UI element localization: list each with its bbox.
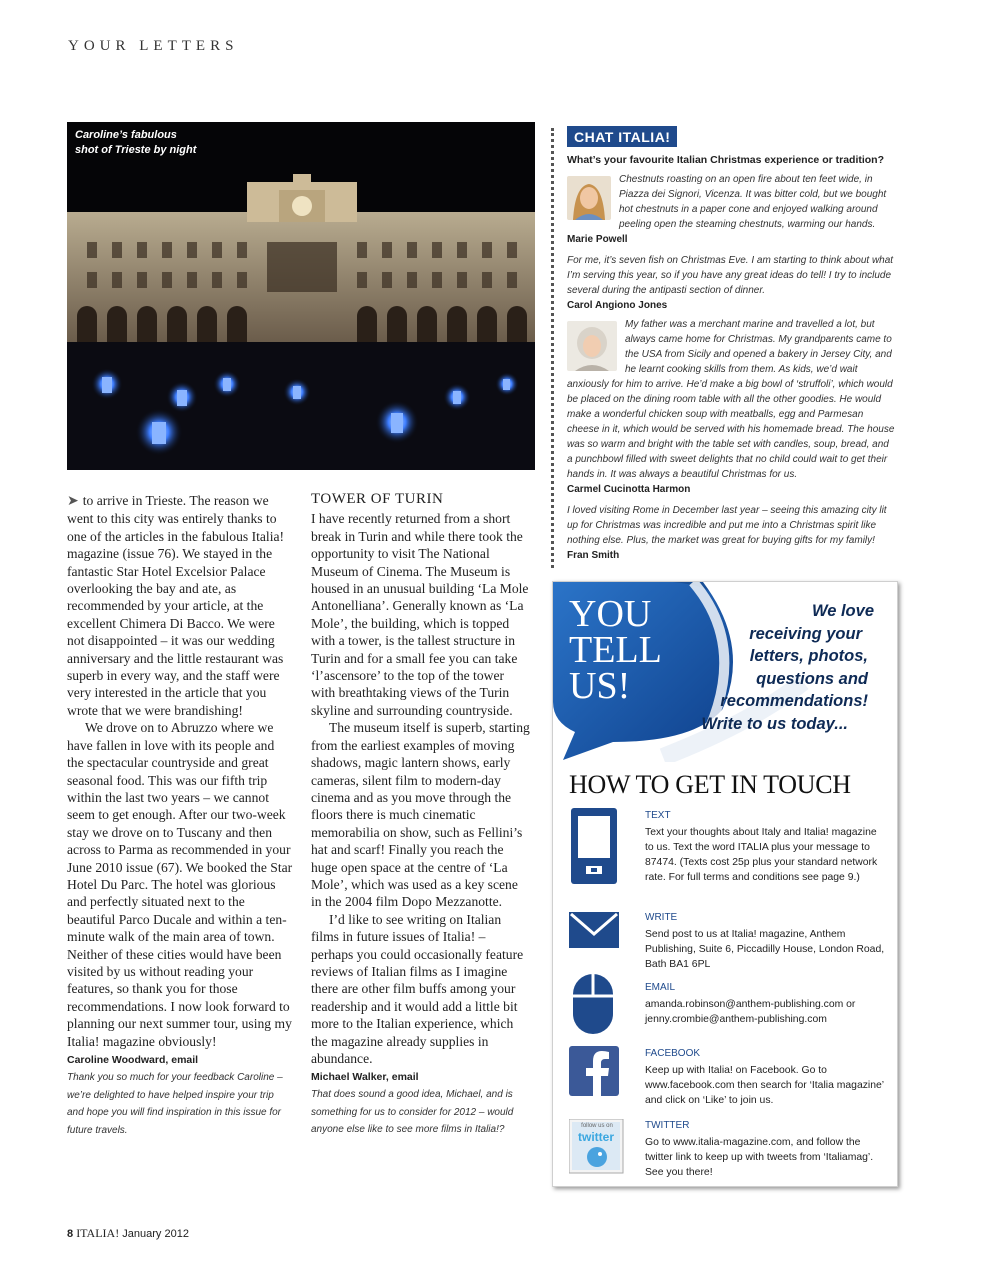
contact-description: Go to www.italia-magazine.com, and follow the twitter link to keep up with tweets from ‘Italiamag’. See you there! [645,1137,874,1178]
letter-signature: Caroline Woodward, email [67,1054,199,1066]
caption-line: Caroline’s fabulous [75,129,177,141]
how-to-get-in-touch-heading: HOW TO GET IN TOUCH [569,770,851,799]
facebook-icon [569,1046,621,1103]
chat-text: I loved visiting Rome in December last year – seeing this amazing city lit up for Christmas was incredible and put me into a Christmas spirit like nothing else. Plus, the market was great for buying gifts for my family! [567,505,887,546]
contact-label: FACEBOOK [645,1048,701,1059]
chat-entry [567,253,897,313]
contact-description: Text your thoughts about Italy and Italia! magazine to us. Text the word ITALIA plus your message to 87474. (Texts cost 25p plus your standard network rate. For full terms and conditions see page 9.) [645,827,878,883]
chat-name: Fran Smith [567,550,620,561]
contact-label: EMAIL [645,982,676,993]
avatar [567,176,611,220]
contact-twitter [645,1118,885,1180]
contact-box [552,581,898,1187]
letter-signature: Michael Walker, email [311,1071,419,1084]
contact-email [645,980,885,1027]
section-title: YOUR LETTERS [68,38,239,54]
column-divider [551,128,554,568]
chat-text: Chestnuts roasting on an open fire about ten feet wide, in Piazza dei Signori, Vicenza. It was bitter cold, but we bought hot chestnuts in a paper cone and enjoyed walking around peeling open the steaming chestnuts, warming our hands. [619,174,887,230]
letter-paragraph: I have recently returned from a short break in Turin and while there took the opportunity to visit The National Museum of Cinema. The Museum is housed in an unusual building ‘La Mole Antonelliana’. Generally known as ‘La Mole’, the building, which is topped with a tower, is the tallest structure in Turin and for a small fee you can take ‘l’ascensore’ to the top of the tower with breathtaking views of the Turin skyline and surrounding countryside. [311,511,529,718]
contact-description: Keep up with Italia! on Facebook. Go to www.facebook.com then search for ‘Italia magazine’ and click on ‘Like’ to join us. [645,1065,884,1106]
avatar [567,321,617,371]
photo-caption [75,128,225,158]
chat-italia-panel [567,126,897,563]
twitter-badge-word: twitter [578,1130,614,1144]
call-to-action: We love receiving your letters, photos, questions and recommendations! Write to us today... [701,602,874,733]
letter-paragraph: I’d like to see writing on Italian films in future issues of Italia! – perhaps you could occasionally feature reviews of Italian films as I imagine there are other film buffs among your readership and it would add a little bit more to the Italian experience, which the magazine already supplies in abundance. [311,911,524,1066]
footer-brand: ITALIA! [76,1226,120,1240]
editor-reply: That does sound a good idea, Michael, and is something for us to consider for 2012 – would anyone else like to see more films in Italia!? [311,1089,514,1136]
chat-entry [567,172,897,247]
chat-name: Marie Powell [567,234,628,245]
envelope-icon [569,910,621,955]
chat-entry [567,317,897,497]
you-tell-us-heading: YOU TELL US! [569,593,662,707]
contact-description: Send post to us at Italia! magazine, Anthem Publishing, Suite 6, Piccadilly House, London Road, Bath BA1 6PL [645,929,885,970]
twitter-icon [569,1119,621,1180]
chat-entry [567,503,897,563]
letter-paragraph: We drove on to Abruzzo where we have fallen in love with its people and the spectacular countryside and great seasonal food. This was our fifth trip within the last two years – we cannot seem to get enough. After our two-week stay we drove on to Tuscany and then across to Parma as recommended in your June 2010 issue (67). We booked the Star Hotel Du Parc. The hotel was glorious and perfectly situated next to the beautiful Parco Ducale and within a ten-minute walk of the main area of town. Neither of these cities would have been visited by us without reading your features, so thank you for those recommendations. I now look forward to planning our next summer tour, using my Italia! magazine obviously! [67,720,293,1049]
page-footer [67,1226,189,1241]
contact-description: amanda.robinson@anthem-publishing.com or jenny.crombie@anthem-publishing.com [645,999,856,1025]
mouse-icon [569,974,621,1041]
letter-caroline [67,492,293,1139]
night-building-illustration [67,122,535,470]
chat-question: What’s your favourite Italian Christmas experience or tradition? [567,154,885,166]
letter-paragraph: The museum itself is superb, starting from the earliest examples of moving shadows, magic lantern shows, early cameras, silent film to modern-day cinema and as you move through the floors there is much cinematic memorabilia on show, such as Fellini’s hat and scarf! Finally you reach the huge open space at the centre of ‘La Mole’, which was used as a key scene in the 2004 film Dopo Mezzanotte. [311,720,530,910]
contact-write [645,910,885,972]
chat-name: Carmel Cucinotta Harmon [567,484,691,495]
contact-label: TEXT [645,810,671,821]
continue-arrow-icon: ➤ [67,494,79,509]
twitter-badge-top: follow us on [581,1123,613,1129]
contact-facebook [645,1046,885,1108]
contact-label: TWITTER [645,1120,690,1131]
letter-heading: TOWER OF TURIN [311,491,444,507]
contact-text [645,808,885,885]
chat-name: Carol Angiono Jones [567,300,668,311]
chat-text: My father was a merchant marine and travelled a lot, but always came home for Christmas. My grandparents came to the USA from Sicily and opened a bakery in Jersey City, and he learnt cooking skills from them. As kids, we’d wait anxiously for him to arrive. He’d make a big bowl of ‘struffoli’, which would be placed on the dining room table with all the other goodies. He would make a wonderful chicken soup with meatballs, egg and Parmesan cheese in it, which would be served with his homemade bread. The house was so warm and bright with the table set with candles, soup, bread, and a punchbowl filled with sweet delights that no child could wait to get their hands in. It was always a beautiful Christmas for us. [567,319,895,480]
footer-issue: January 2012 [122,1228,189,1240]
caption-line: shot of Trieste by night [75,144,197,156]
chat-text: For me, it’s seven fish on Christmas Eve. I am starting to think about what I’m serving this year, so if you have any great ideas do tell! I try to include several during the antipasti section of dinner. [567,255,894,296]
letter-paragraph: ➤ to arrive in Trieste. The reason we went to this city was entirely thanks to one of the articles in the fabulous Italia! magazine (issue 76). We stayed in the fantastic Star Hotel Excelsior Palace overlooking the bay and ate, as recommended by your article, at the excellent Chimera Di Bacco. We were not disappointed – it was our wedding anniversary and the little restaurant was superb in every way, and the staff were very interested in the article that you wrote that we were brandishing! [67,493,285,718]
mobile-phone-icon [569,808,621,891]
contact-label: WRITE [645,912,678,923]
trieste-photo [67,122,535,470]
page-number: 8 [67,1228,74,1240]
letter-michael [311,491,531,1139]
chat-badge: CHAT ITALIA! [567,126,677,147]
editor-reply: Thank you so much for your feedback Caroline – we’re delighted to have helped inspire your trip and hope you will find inspiration in this issue for future travels. [67,1072,283,1136]
